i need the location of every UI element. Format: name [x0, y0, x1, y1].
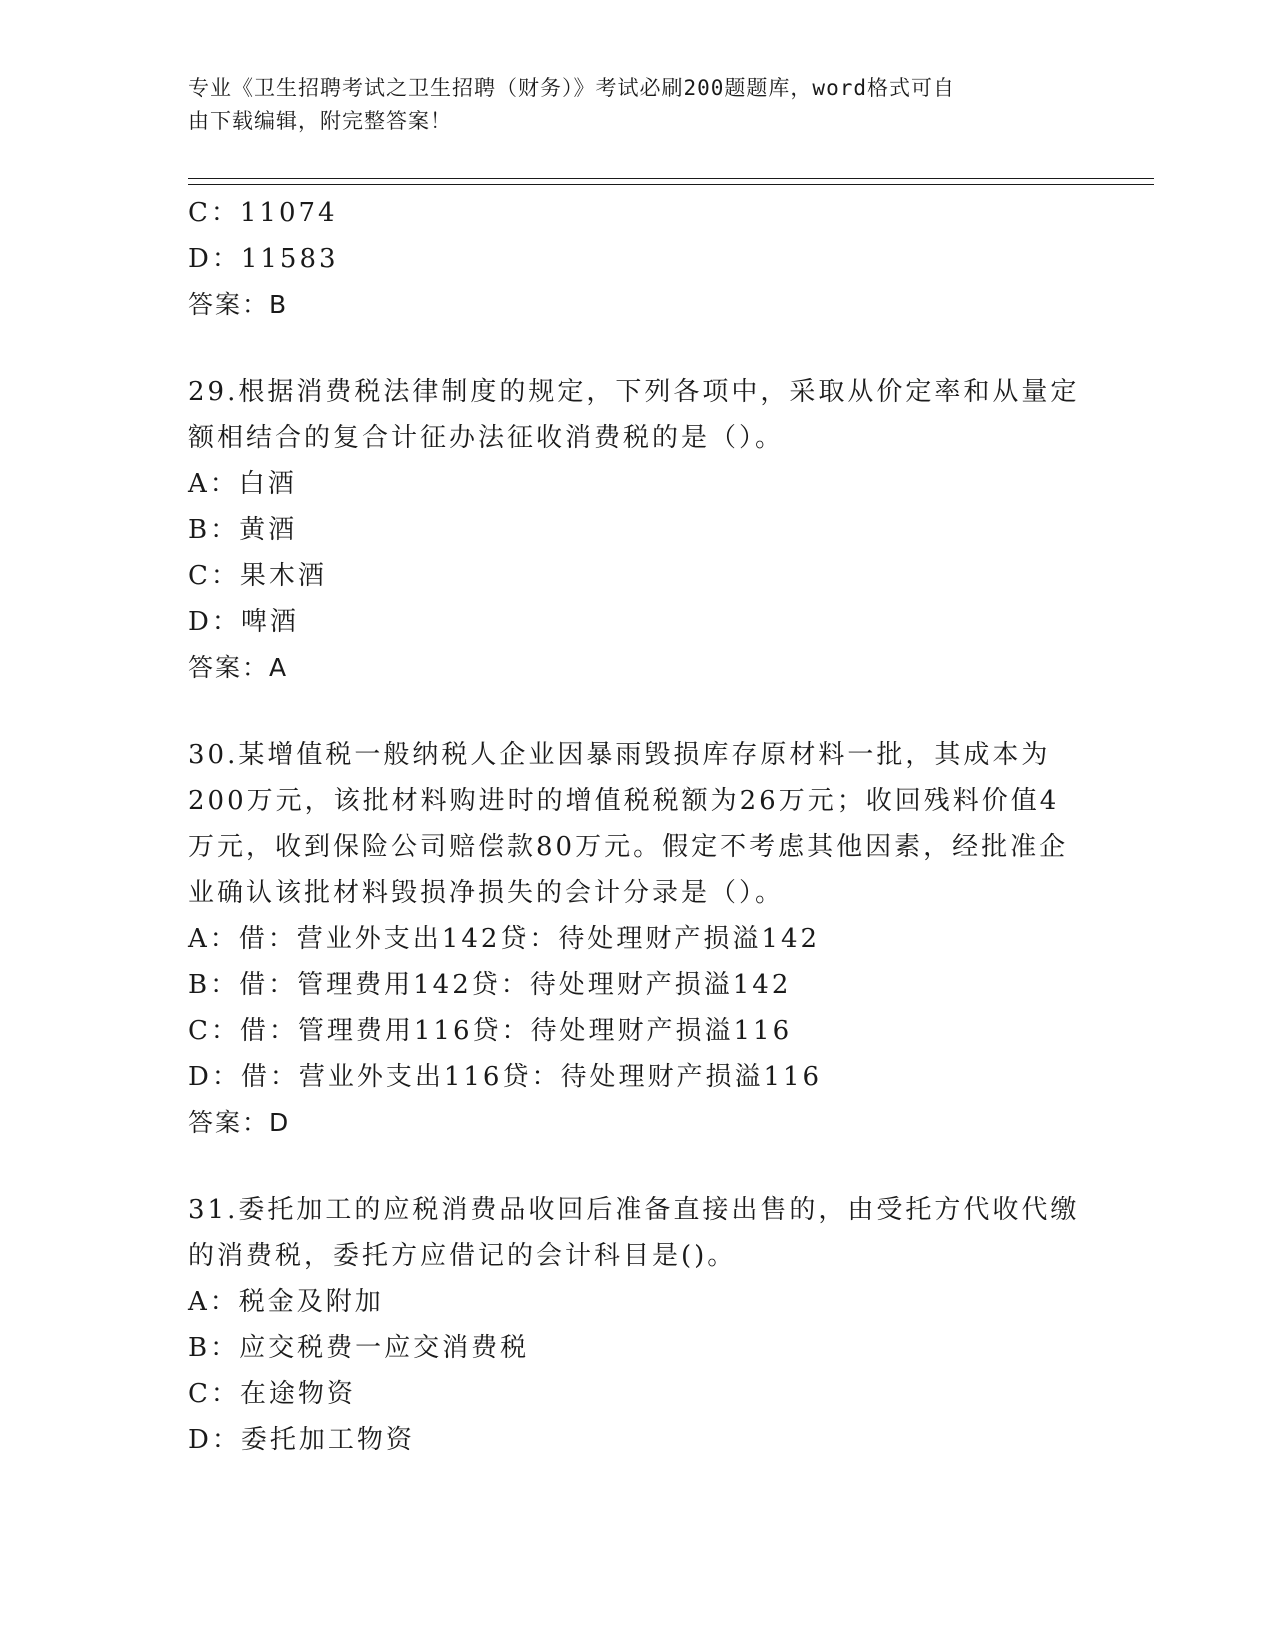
- question-stem-line: 业确认该批材料毁损净损失的会计分录是（）。: [188, 878, 785, 908]
- option-a: A：借：营业外支出142贷：待处理财产损溢142: [188, 924, 821, 954]
- question-stem-line: 的消费税，委托方应借记的会计科目是()。: [188, 1241, 737, 1271]
- option-d: D：啤酒: [188, 607, 299, 637]
- option-d: D：借：营业外支出116贷：待处理财产损溢116: [188, 1062, 823, 1092]
- option-c: C：在途物资: [188, 1379, 356, 1409]
- answer-label: 答案：D: [188, 1108, 291, 1137]
- question-stem-line: 万元，收到保险公司赔偿款80万元。假定不考虑其他因素，经批准企: [188, 832, 1069, 862]
- option-a: A：税金及附加: [188, 1287, 384, 1317]
- header-line-2: 由下载编辑，附完整答案！: [188, 109, 452, 133]
- option-b: B：黄酒: [188, 515, 298, 545]
- option-d: D：11583: [188, 244, 339, 274]
- header-divider-top: [188, 178, 1154, 179]
- spacer: [188, 328, 1088, 369]
- spacer: [188, 691, 1088, 732]
- option-c: C：11074: [188, 198, 338, 228]
- question-stem-line: 31.委托加工的应税消费品收回后准备直接出售的，由受托方代收代缴: [188, 1195, 1080, 1225]
- option-a: A：白酒: [188, 469, 297, 499]
- header-divider-bottom: [188, 184, 1154, 185]
- spacer: [188, 1146, 1088, 1187]
- page-header: [188, 72, 1088, 138]
- question-30: [188, 732, 1088, 1146]
- question-31: [188, 1187, 1088, 1463]
- option-b: B：应交税费一应交消费税: [188, 1333, 530, 1363]
- question-28-tail: [188, 190, 1088, 328]
- question-list: [188, 190, 1088, 1463]
- option-d: D：委托加工物资: [188, 1425, 415, 1455]
- question-stem-line: 200万元，该批材料购进时的增值税税额为26万元；收回残料价值4: [188, 786, 1060, 816]
- question-stem-line: 30.某增值税一般纳税人企业因暴雨毁损库存原材料一批，其成本为: [188, 740, 1051, 770]
- answer-label: 答案：A: [188, 653, 289, 682]
- answer-label: 答案：B: [188, 290, 289, 319]
- question-stem-line: 额相结合的复合计征办法征收消费税的是（）。: [188, 423, 785, 453]
- option-b: B：借：管理费用142贷：待处理财产损溢142: [188, 970, 792, 1000]
- option-c: C：借：管理费用116贷：待处理财产损溢116: [188, 1016, 793, 1046]
- option-c: C：果木酒: [188, 561, 327, 591]
- question-stem-line: 29.根据消费税法律制度的规定，下列各项中，采取从价定率和从量定: [188, 377, 1080, 407]
- header-line-1: 专业《卫生招聘考试之卫生招聘（财务）》考试必刷200题题库，word格式可自: [188, 76, 955, 100]
- question-29: [188, 369, 1088, 691]
